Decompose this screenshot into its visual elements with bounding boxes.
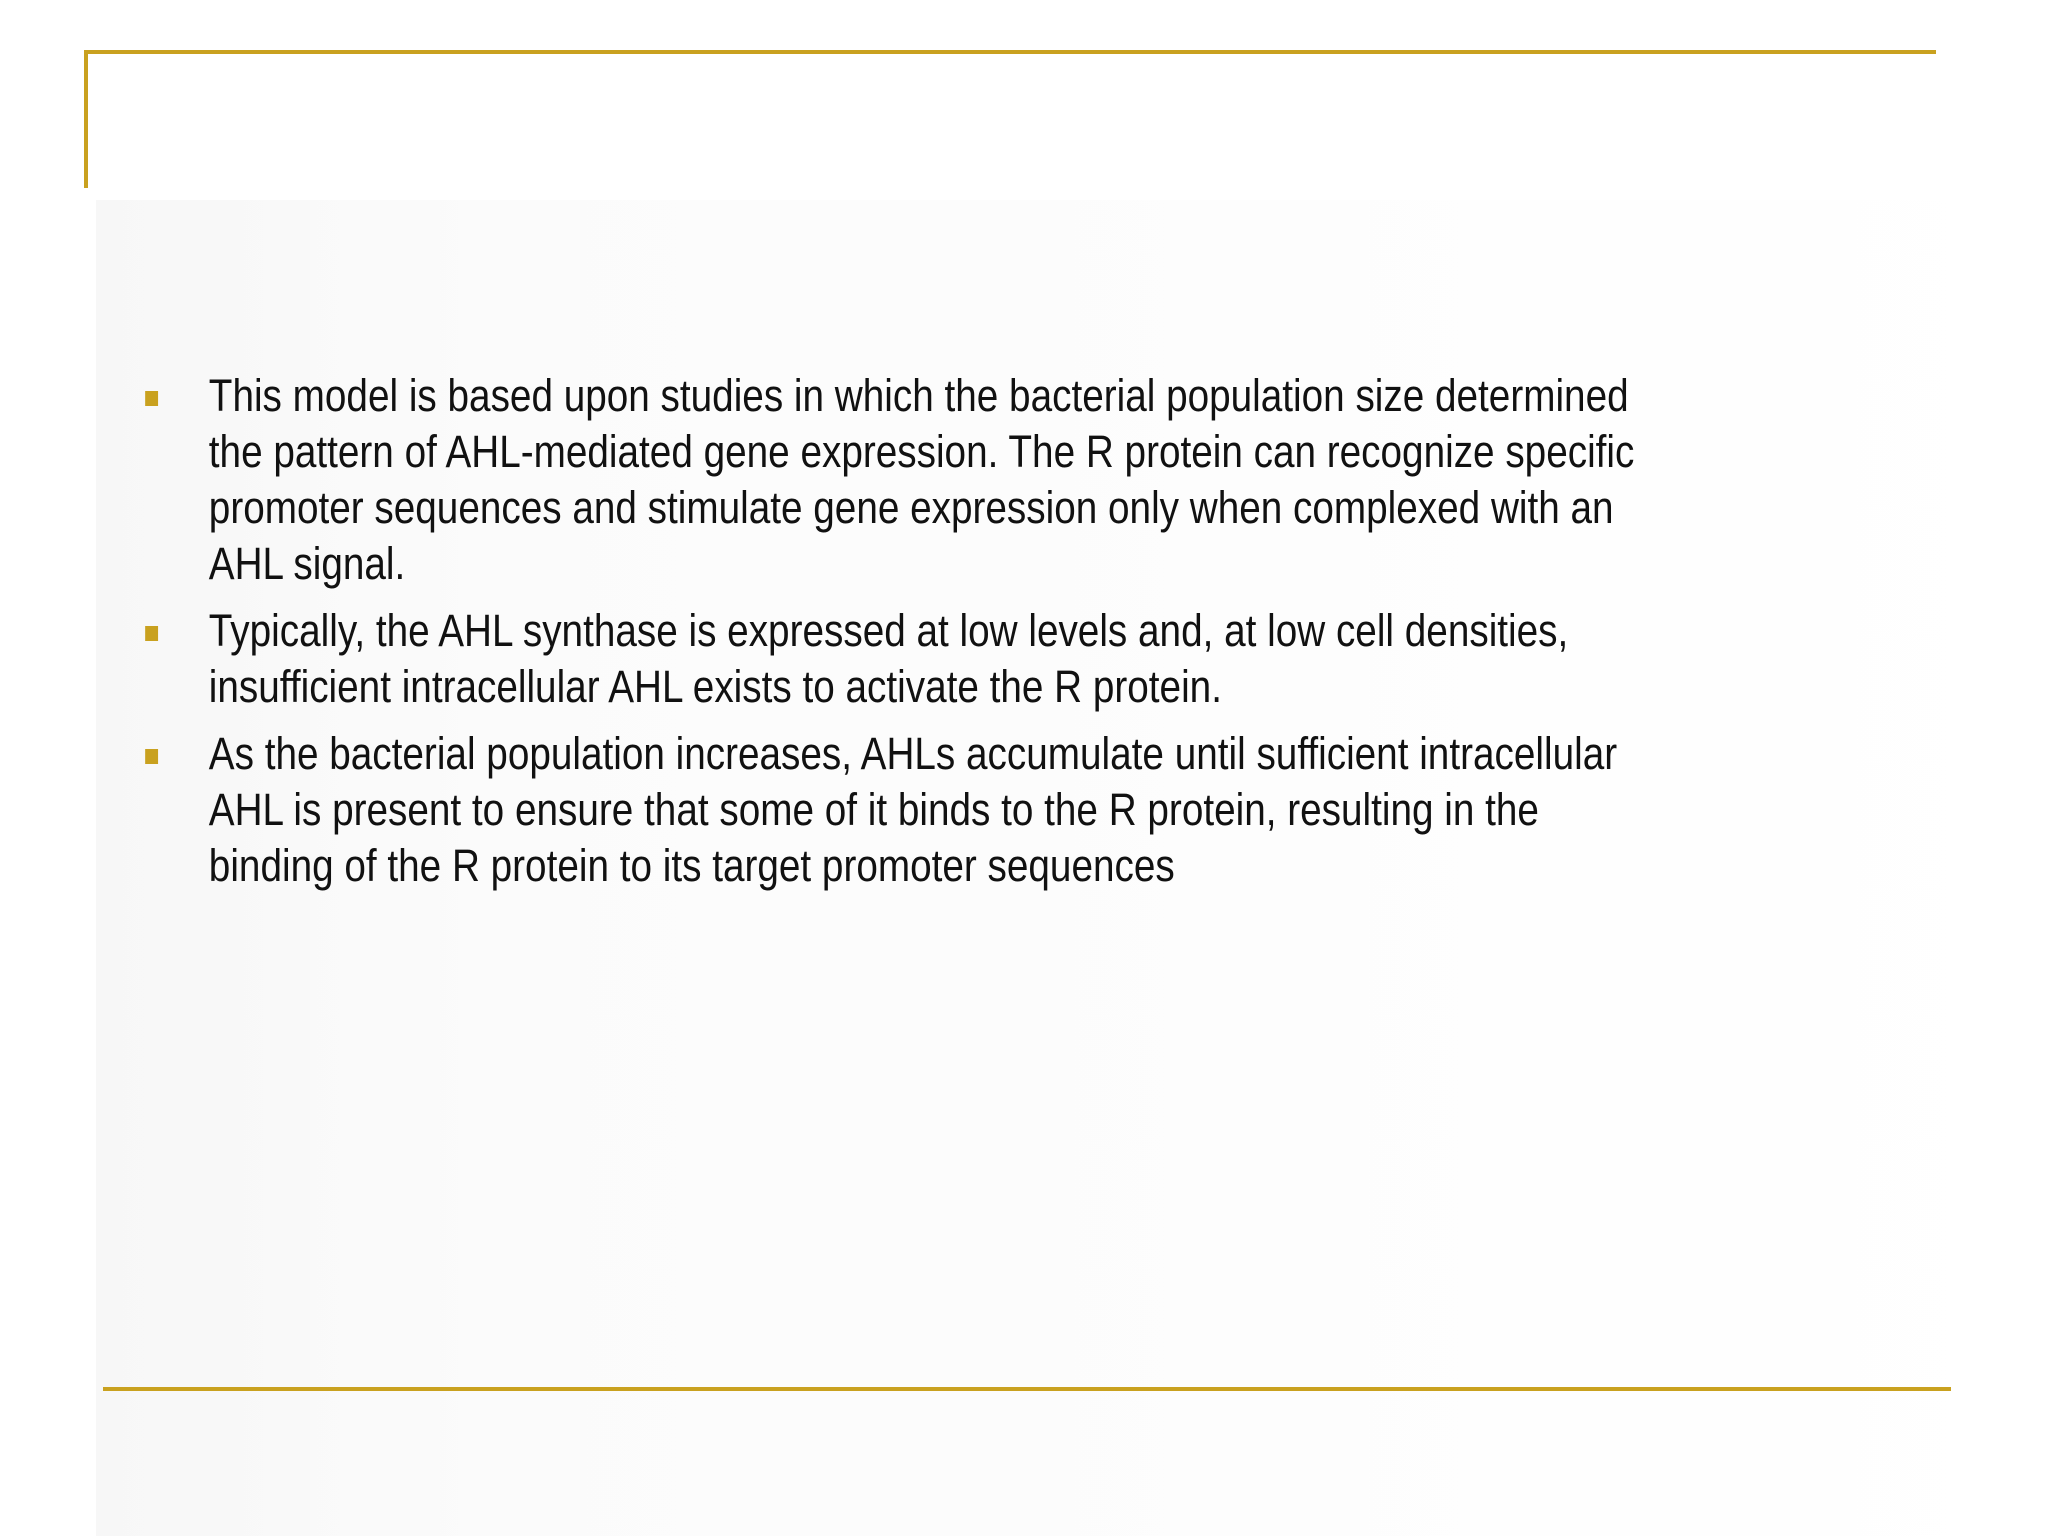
bullet-item — [140, 603, 1636, 715]
square-bullet-icon — [145, 749, 158, 764]
top-border-line — [84, 50, 1936, 54]
bullet-item — [140, 726, 1636, 894]
bottom-border-line — [103, 1387, 1951, 1391]
square-bullet-icon — [145, 626, 158, 641]
bullet-text: As the bacterial population increases, AHLs accumulate until sufficient intracellular AHL is present to ensure that some of it binds to the R protein, resulting in the binding of the R protein to its target promoter sequences — [208, 728, 1618, 891]
square-bullet-icon — [145, 391, 158, 406]
bullet-item — [140, 368, 1636, 592]
bullet-text: This model is based upon studies in which the bacterial population size determined the pattern of AHL-mediated gene expression. The R protein can recognize specific promoter sequences and stimulate gene expression only when complexed with an AHL signal. — [208, 370, 1635, 589]
left-border-line — [84, 50, 88, 188]
bullet-text: Typically, the AHL synthase is expressed at low levels and, at low cell densities, insufficient intracellular AHL exists to activate the R protein. — [208, 605, 1569, 712]
bullet-list — [140, 368, 1636, 905]
